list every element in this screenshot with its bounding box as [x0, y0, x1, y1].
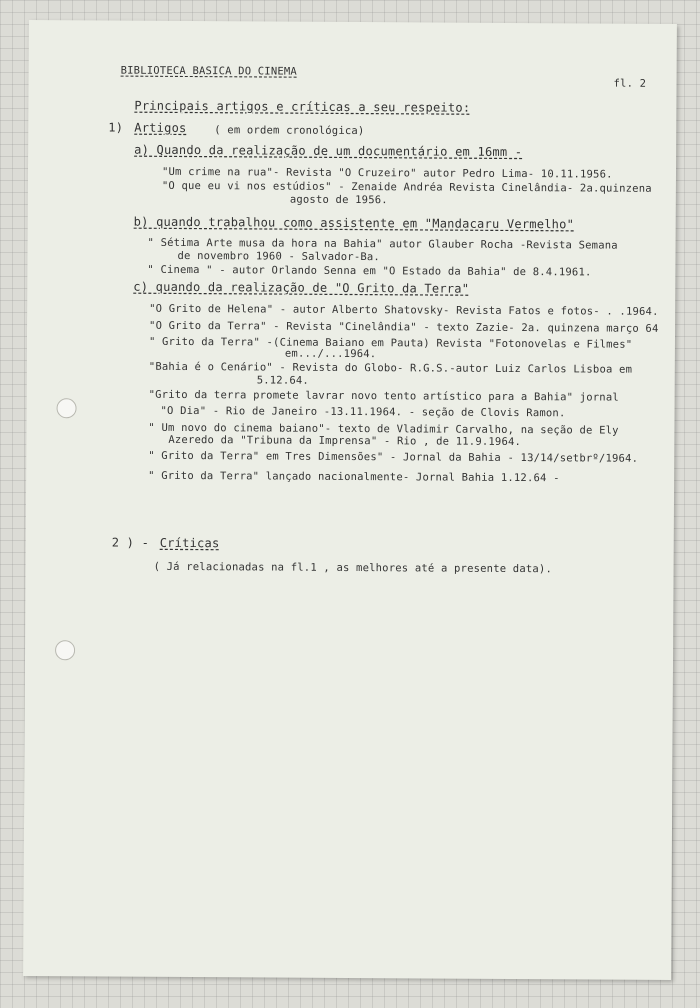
intro-heading: Principais artigos e críticas a seu respeito:	[134, 98, 471, 115]
subsection-heading: b) quando trabalhou como assistente em "Mandacaru Vermelho"	[133, 214, 575, 232]
subsection-heading: a) Quando da realização de um documentário em 16mm -	[134, 142, 523, 160]
citation-line: agosto de 1956.	[289, 193, 388, 207]
citation-line: 5.12.64.	[256, 374, 310, 387]
citation-line: em.../...1964.	[284, 347, 377, 361]
section-title: Artigos	[134, 120, 187, 135]
citation-line: " Um novo do cinema baiano"- texto de Vladimir Carvalho, na seção de Ely	[148, 421, 619, 437]
punch-hole	[56, 398, 76, 418]
subsection-heading: c) quando da realização de "O Grito da Terra"	[133, 279, 470, 296]
citation-line: " Sétima Arte musa da hora na Bahia" autor Glauber Rocha -Revista Semana	[147, 236, 618, 252]
citation-line: " Grito da Terra" -(Cinema Baiano em Pauta) Revista "Fotonovelas e Filmes"	[148, 335, 633, 351]
section-note: ( em ordem cronológica)	[214, 124, 365, 138]
section-text: ( Já relacionadas na fl.1 , as melhores até a presente data).	[153, 560, 553, 576]
page-number: fl. 2	[613, 77, 647, 90]
citation-line: "O Dia" - Rio de Janeiro -13.11.1964. - seção de Clovis Ramon.	[160, 404, 566, 420]
section-title: Críticas	[159, 535, 220, 551]
citation-line: "O que eu vi nos estúdios" - Zenaide Andréa Revista Cinelândia- 2a.quinzena	[161, 179, 652, 195]
citation-line: Azeredo da "Tribuna da Imprensa" - Rio , de 11.9.1964.	[168, 433, 522, 449]
citation-line: "O Grito da Terra" - Revista "Cinelândia" - texto Zazie- 2a. quinzena março 64	[149, 319, 659, 335]
document-page	[23, 20, 677, 980]
document-title: BIBLIOTECA BASICA DO CINEMA	[120, 64, 298, 78]
citation-line: " Cinema " - autor Orlando Senna em "O Estado da Bahia" de 8.4.1961.	[147, 263, 592, 279]
section-number: 2 ) -	[111, 535, 150, 550]
citation-line: " Grito da Terra" lançado nacionalmente- Jornal Bahia 1.12.64 -	[148, 469, 560, 485]
citation-line: "O Grito de Helena" - autor Alberto Shatovsky- Revista Fatos e fotos- . .1964.	[149, 302, 659, 318]
citation-line: " Grito da Terra" em Tres Dimensões" - Jornal da Bahia - 13/14/setbrº/1964.	[148, 449, 639, 465]
punch-hole	[55, 640, 75, 660]
section-number: 1)	[108, 120, 124, 135]
citation-line: "Um crime na rua"- Revista "O Cruzeiro" autor Pedro Lima- 10.11.1956.	[161, 165, 613, 181]
citation-line: de novembro 1960 - Salvador-Ba.	[177, 249, 381, 264]
citation-line: "Grito da terra promete lavrar novo tento artístico para a Bahia" jornal	[148, 388, 619, 404]
citation-line: "Bahia é o Cenário" - Revista do Globo- R.G.S.-autor Luiz Carlos Lisboa em	[148, 360, 633, 376]
